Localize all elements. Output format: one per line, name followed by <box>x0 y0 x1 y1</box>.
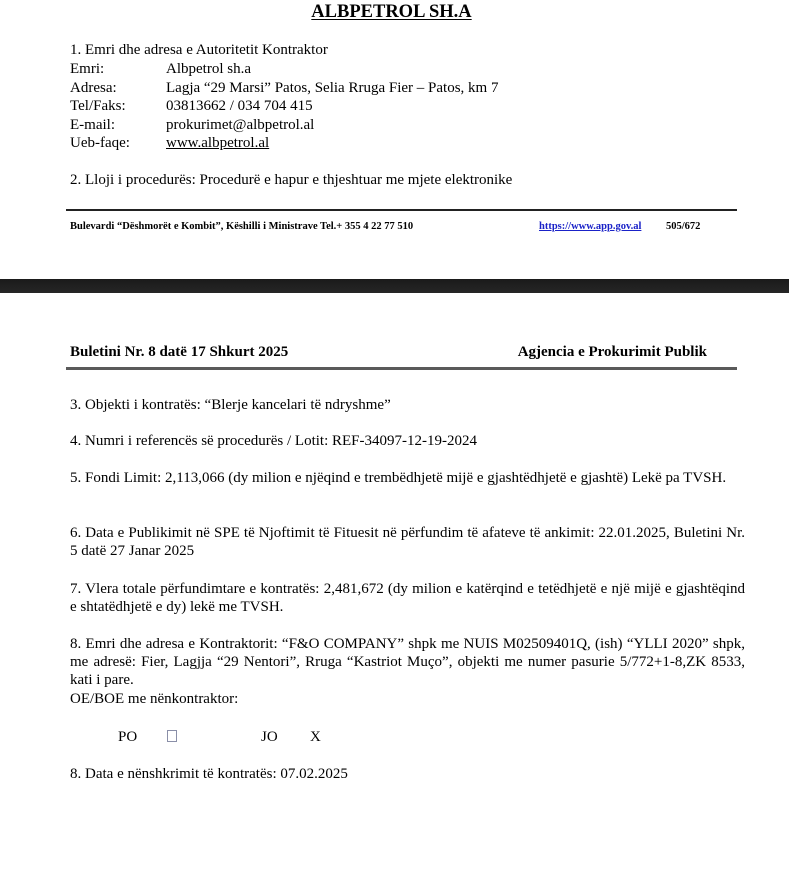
field-label-name: Emri: <box>70 61 105 77</box>
option-no-mark: X <box>310 729 321 745</box>
section-2: 2. Lloji i procedurës: Procedurë e hapur e thjeshtuar me mjete elektronike <box>70 172 513 188</box>
footer-address: Bulevardi “Dëshmorët e Kombit”, Këshilli i Ministrave Tel.+ 355 4 22 77 510 <box>70 221 414 232</box>
field-value-phone: 03813662 / 034 704 415 <box>166 98 313 114</box>
footer-divider <box>66 209 737 211</box>
section-6: 6. Data e Publikimit në SPE të Njoftimit të Fituesit në përfundim të afateve të ankimit: 22.01.2025, Buletini Nr. 5 datë 27 Janar 2025 <box>70 525 745 559</box>
field-value-address: Lagja “29 Marsi” Patos, Selia Rruga Fier – Patos, km 7 <box>166 80 499 96</box>
field-label-email: E-mail: <box>70 117 115 133</box>
section-1-heading: 1. Emri dhe adresa e Autoritetit Kontraktor <box>70 42 328 58</box>
footer-url-link[interactable]: https://www.app.gov.al <box>539 221 642 232</box>
page-separator <box>0 279 789 293</box>
section-8-signing-date: 8. Data e nënshkrimit të kontratës: 07.02.2025 <box>70 766 348 782</box>
empty-checkbox-icon <box>167 730 177 742</box>
document-title: ALBPETROL SH.A <box>311 2 472 22</box>
field-value-name: Albpetrol sh.a <box>166 61 251 77</box>
subcontractor-label: OE/BOE me nënkontraktor: <box>70 691 239 707</box>
field-label-address: Adresa: <box>70 80 117 96</box>
field-value-email[interactable]: prokurimet@albpetrol.al <box>166 117 315 133</box>
option-yes-label: PO <box>118 729 138 745</box>
field-label-website: Ueb-faqe: <box>70 135 130 151</box>
option-yes-checkbox[interactable] <box>167 728 177 746</box>
field-label-phone: Tel/Faks: <box>70 98 126 114</box>
header-divider <box>66 367 737 370</box>
option-no-label: JO <box>261 729 278 745</box>
section-3: 3. Objekti i kontratës: “Blerje kancelari të ndryshme” <box>70 397 391 413</box>
agency-header: Agjencia e Prokurimit Publik <box>517 344 707 360</box>
section-4: 4. Numri i referencës së procedurës / Lotit: REF-34097-12-19-2024 <box>70 433 477 449</box>
website-link[interactable]: www.albpetrol.al <box>166 135 270 151</box>
section-7: 7. Vlera totale përfundimtare e kontratës: 2,481,672 (dy milion e katërqind e tetëdhjetë e një mijë e gjashtëqind e shtatëdhjetë e dy) lekë me TVSH. <box>70 581 745 615</box>
section-8: 8. Emri dhe adresa e Kontraktorit: “F&O COMPANY” shpk me NUIS M02509401Q, (ish) “YLLI 2020” shpk, me adresë: Fier, Lagjja “29 Nentori”, Rruga “Kastriot Muço”, objekti me numer pasurie 5/772+1-8,ZK 8533, kati i pare. <box>70 636 745 688</box>
section-5: 5. Fondi Limit: 2,113,066 (dy milion e njëqind e trembëdhjetë mijë e gjashtëdhjetë e gjashtë) Lekë pa TVSH. <box>70 470 727 486</box>
bulletin-header: Buletini Nr. 8 datë 17 Shkurt 2025 <box>70 344 289 360</box>
footer-page-number: 505/672 <box>666 221 701 232</box>
